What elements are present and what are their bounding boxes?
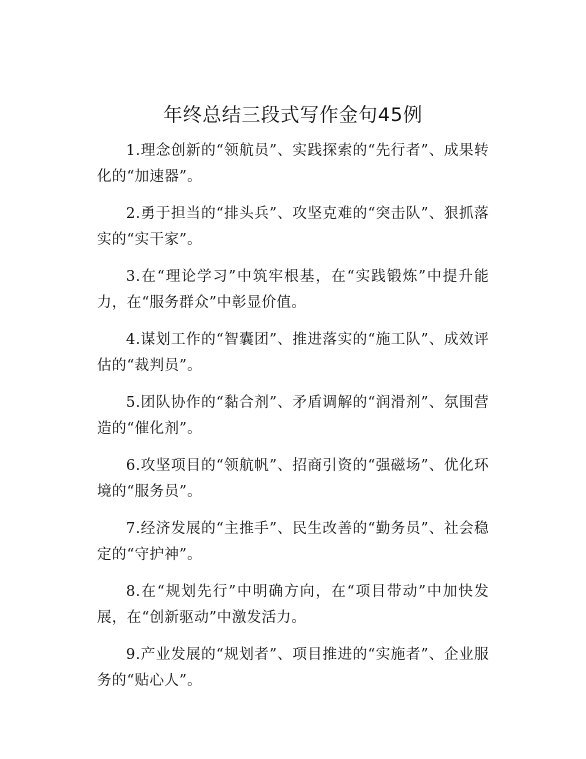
page-title: 年终总结三段式写作金句45例: [163, 104, 423, 126]
list-item-7: 7.经济发展的“主推手”、民生改善的“勤务员”、社会稳定的“守护神”。: [97, 521, 489, 563]
list-item-3: 3.在“理论学习”中筑牢根基，在“实践锻炼”中提升能力，在“服务群众”中彰显价值。: [97, 269, 489, 311]
list-item-2: 2.勇于担当的“排头兵”、攻坚克难的“突击队”、狠抓落实的“实干家”。: [97, 206, 489, 248]
list-item-5: 5.团队协作的“黏合剂”、矛盾调解的“润滑剂”、氛围营造的“催化剂”。: [97, 395, 489, 437]
list-item-6: 6.攻坚项目的“领航帆”、招商引资的“强磁场”、优化环境的“服务员”。: [97, 458, 489, 500]
sentence-list: [97, 138, 489, 694]
list-item-8: 8.在“规划先行”中明确方向，在“项目带动”中加快发展，在“创新驱动”中激发活力。: [97, 584, 489, 626]
list-item-1: 1.理念创新的“领航员”、实践探索的“先行者”、成果转化的“加速器”。: [97, 143, 489, 185]
list-item-9: 9.产业发展的“规划者”、项目推进的“实施者”、企业服务的“贴心人”。: [97, 647, 489, 689]
list-item-4: 4.谋划工作的“智囊团”、推进落实的“施工队”、成效评估的“裁判员”。: [97, 332, 489, 374]
